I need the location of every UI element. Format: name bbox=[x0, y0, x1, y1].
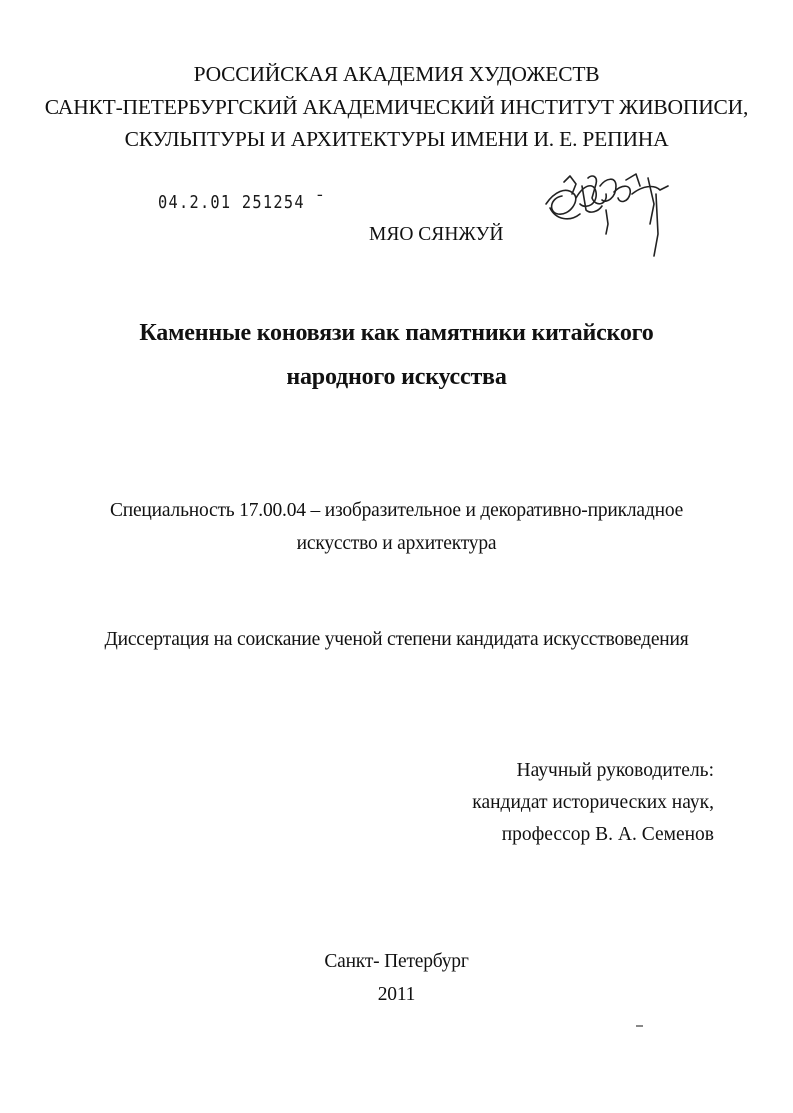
institute-name-line2: СКУЛЬПТУРЫ И АРХИТЕКТУРЫ ИМЕНИ И. Е. РЕПИНА bbox=[124, 127, 669, 151]
specialty-line1: Специальность 17.00.04 – изобразительное и декоративно-прикладное bbox=[109, 500, 684, 521]
supervisor-name: профессор В. А. Семенов bbox=[501, 824, 714, 845]
dissertation-title-line1: Каменные коновязи как памятники китайского bbox=[139, 320, 654, 346]
stamp-tick-mark: ˉ bbox=[304, 192, 326, 213]
academy-name: РОССИЙСКАЯ АКАДЕМИЯ ХУДОЖЕСТВ bbox=[193, 62, 600, 86]
supervisor-degree: кандидат исторических наук, bbox=[472, 792, 714, 813]
supervisor-label: Научный руководитель: bbox=[516, 760, 714, 781]
dissertation-degree: Диссертация на соискание ученой степени кандидата искусствоведения bbox=[104, 629, 689, 650]
specialty-line2: искусство и архитектура bbox=[296, 533, 497, 554]
city: Санкт- Петербург bbox=[324, 951, 469, 972]
institute-name-line1: САНКТ-ПЕТЕРБУРГСКИЙ АКАДЕМИЧЕСКИЙ ИНСТИТУТ ЖИВОПИСИ, bbox=[44, 95, 749, 119]
registration-number: 04.2.01 251254 bbox=[158, 192, 305, 213]
handwritten-signature bbox=[536, 164, 676, 260]
year: 2011 bbox=[377, 984, 416, 1005]
author-name: МЯО СЯНЖУЙ bbox=[369, 224, 504, 245]
registration-stamp bbox=[158, 192, 326, 213]
scan-mark bbox=[636, 1025, 643, 1027]
dissertation-title-line2: народного искусства bbox=[286, 364, 507, 390]
